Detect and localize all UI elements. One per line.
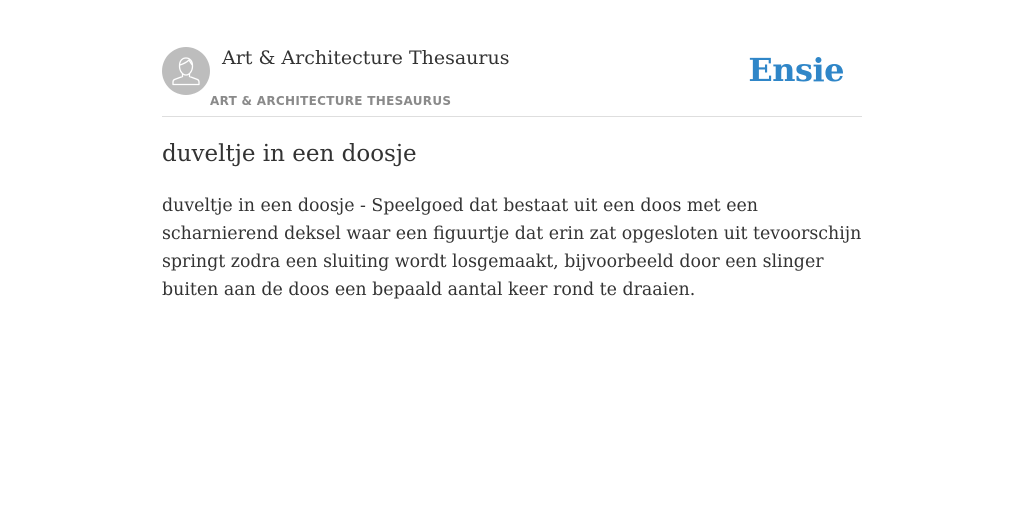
author-subtitle[interactable]: ART & ARCHITECTURE THESAURUS (210, 94, 452, 108)
author-avatar[interactable] (162, 47, 210, 95)
user-silhouette-icon (162, 47, 210, 95)
term-title: duveltje in een doosje (162, 141, 417, 167)
header (162, 0, 862, 117)
term-definition: duveltje in een doosje - Speelgoed dat bestaat uit een doos met een scharnierend deksel waar een figuurtje dat erin zat opgesloten uit tevoorschijn springt zodra een sluiting wordt losgemaakt, bijvoorbeeld door een slinger buiten aan de doos een bepaald aantal keer rond te draaien. (162, 196, 862, 300)
ensie-logo[interactable]: Ensie (748, 51, 844, 89)
author-name[interactable]: Art & Architecture Thesaurus (222, 47, 510, 69)
